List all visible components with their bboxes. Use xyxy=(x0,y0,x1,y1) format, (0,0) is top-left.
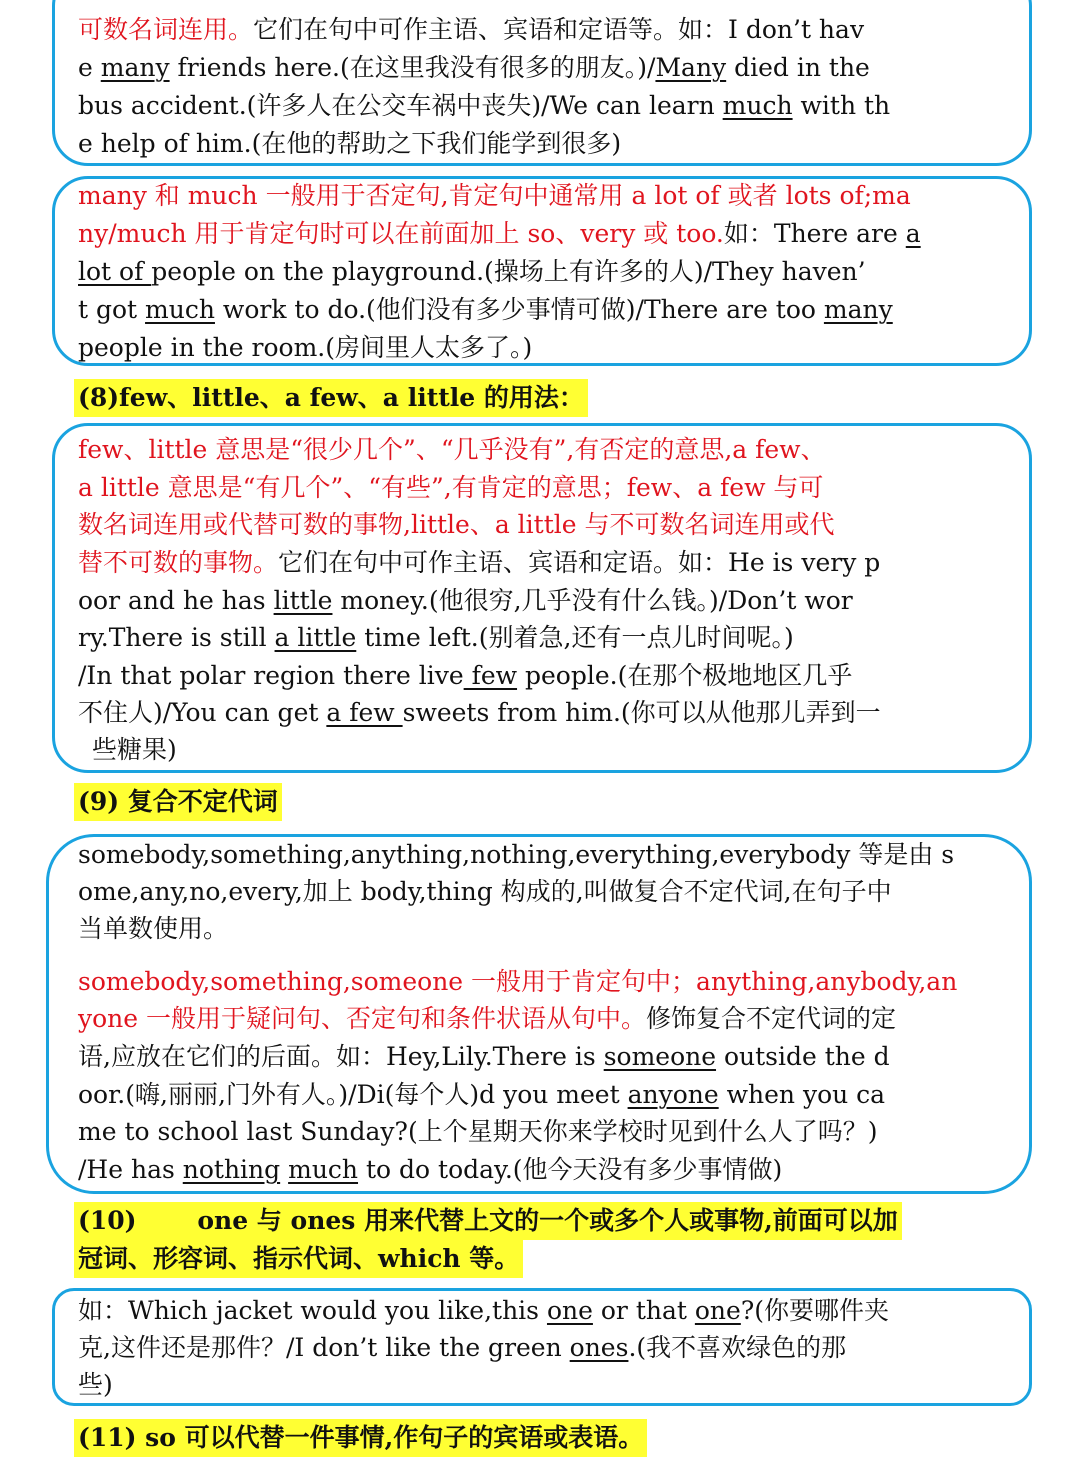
box3-line-3: 数名词连用或代替可数的事物,little、a little 与不可数名词连用或代 xyxy=(78,510,835,539)
box4-line-4: somebody,something,someone 一般用于肯定句中；anything,anybody,an xyxy=(78,967,958,996)
heading-11: (11) so 可以代替一件事情,作句子的宾语或表语。 xyxy=(74,1419,647,1457)
box3-line-5: oor and he has little money.(他很穷,几乎没有什么钱。)/Don’t wor xyxy=(78,586,853,615)
box4-line-9: /He has nothing much to do today.(他今天没有多少事情做) xyxy=(78,1155,783,1184)
box4-line-6: 语,应放在它们的后面。如：Hey,Lily.There is someone outside the d xyxy=(78,1042,890,1071)
box4-line-5: yone 一般用于疑问句、否定句和条件状语从句中。修饰复合不定代词的定 xyxy=(78,1004,897,1033)
box1-line-3: bus accident.(许多人在公交车祸中丧失)/We can learn much with th xyxy=(78,91,891,120)
box3-line-9: 些糖果) xyxy=(92,735,177,764)
box3-line-4: 替不可数的事物。它们在句中可作主语、宾语和定语。如：He is very p xyxy=(78,548,881,577)
heading-10-line-2: 冠词、形容词、指示代词、which 等。 xyxy=(74,1240,523,1278)
box2-line-4: t got much work to do.(他们没有多少事情可做)/There are too many xyxy=(78,295,893,324)
box1-line-2: e many friends here.(在这里我没有很多的朋友。)/Many died in the xyxy=(78,53,870,82)
box5-line-3: 些) xyxy=(78,1370,113,1399)
box4-line-7: oor.(嗨,丽丽,门外有人。)/Di(每个人)d you meet anyone when you ca xyxy=(78,1080,886,1109)
box4-line-2: ome,any,no,every,加上 body,thing 构成的,叫做复合不定代词,在句子中 xyxy=(78,877,892,906)
heading-8: (8)few、little、a few、a little 的用法： xyxy=(74,379,588,417)
box1-line-1: 可数名词连用。它们在句中可作主语、宾语和定语等。如：I don’t hav xyxy=(78,15,865,44)
box4-line-8: me to school last Sunday?(上个星期天你来学校时见到什么人了吗？) xyxy=(78,1117,878,1146)
box3-line-2: a little 意思是“有几个”、“有些”,有肯定的意思；few、a few 与可 xyxy=(78,473,824,502)
box2-line-3: lot of people on the playground.(操场上有许多的人)/They haven’ xyxy=(78,257,866,286)
box3-line-8: 不住人)/You can get a few sweets from him.(你可以从他那儿弄到一 xyxy=(78,698,881,727)
box3-line-7: /In that polar region there live few people.(在那个极地地区几乎 xyxy=(78,661,853,690)
box5-line-2: 克,这件还是那件？/I don’t like the green ones.(我不喜欢绿色的那 xyxy=(78,1333,847,1362)
box1-line-4: e help of him.(在他的帮助之下我们能学到很多) xyxy=(78,129,622,158)
heading-9: (9) 复合不定代词 xyxy=(74,783,282,821)
box4-line-3: 当单数使用。 xyxy=(78,914,229,943)
heading-10-line-1: (10) one 与 ones 用来代替上文的一个或多个人或事物,前面可以加 xyxy=(74,1202,902,1240)
box3-line-6: ry.There is still a little time left.(别着急,还有一点儿时间呢。) xyxy=(78,623,794,652)
box5-line-1: 如：Which jacket would you like,this one or that one?(你要哪件夹 xyxy=(78,1296,889,1325)
box2-line-5: people in the room.(房间里人太多了。) xyxy=(78,333,533,362)
box3-line-1: few、little 意思是“很少几个”、“几乎没有”,有否定的意思,a few、 xyxy=(78,435,826,464)
box2-line-1: many 和 much 一般用于否定句,肯定句中通常用 a lot of 或者 lots of;ma xyxy=(78,181,911,210)
box4-line-1: somebody,something,anything,nothing,everything,everybody 等是由 s xyxy=(78,840,955,869)
box2-line-2: ny/much 用于肯定句时可以在前面加上 so、very 或 too.如：There are a xyxy=(78,219,921,248)
